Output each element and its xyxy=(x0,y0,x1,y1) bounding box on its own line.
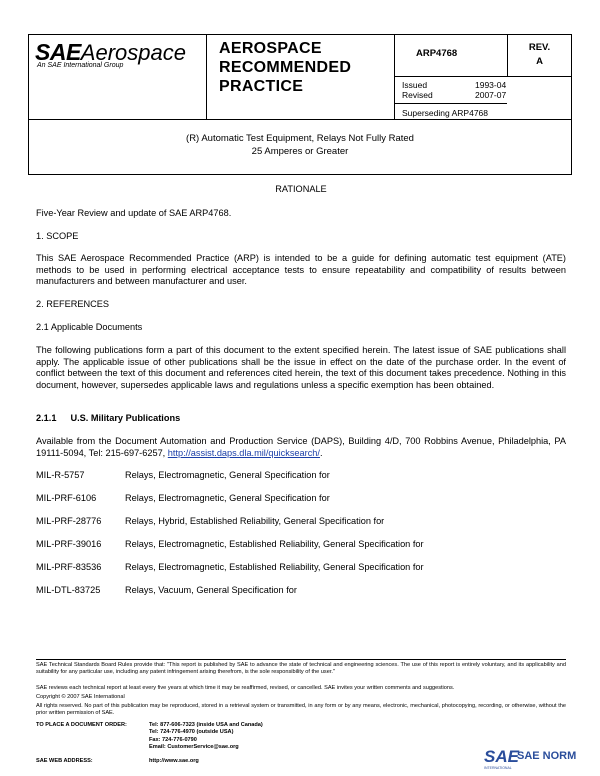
footer-copyright: Copyright © 2007 SAE International xyxy=(36,694,125,700)
order-label: TO PLACE A DOCUMENT ORDER: xyxy=(36,722,127,728)
title-line: 25 Amperes or Greater xyxy=(251,146,349,157)
logo-subtitle: An SAE International Group xyxy=(37,62,124,69)
document-header xyxy=(28,34,572,120)
reference-description: Relays, Electromagnetic, General Specification for xyxy=(125,493,330,503)
superseding: Superseding ARP4768 xyxy=(402,108,489,118)
rev-value: A xyxy=(536,56,543,67)
applicable-documents-heading: 2.1 Applicable Documents xyxy=(36,322,143,332)
reference-description: Relays, Electromagnetic, Established Reliability, General Specification for xyxy=(125,539,424,549)
scope-heading: 1. SCOPE xyxy=(36,231,79,241)
logo-aerospace-text: Aerospace xyxy=(80,40,186,65)
watermark-mark: SAE xyxy=(484,747,519,766)
revision xyxy=(507,41,572,69)
reference-code: MIL-PRF-28776 xyxy=(36,516,102,526)
doc-type xyxy=(219,39,351,96)
rationale-text: Five-Year Review and update of SAE ARP4768. xyxy=(36,208,232,218)
issued-date: 1993-04 xyxy=(475,80,507,90)
footer-review-note: SAE reviews each technical report at least every five years at which time it may be reaffirmed, revised, or cancelled. SAE invites your written comments and suggestions. xyxy=(36,685,455,691)
reference-description: Relays, Electromagnetic, Established Reliability, General Specification for xyxy=(125,562,424,572)
military-publications-text xyxy=(36,436,566,459)
web-address: http://www.sae.org xyxy=(149,758,199,764)
reference-description: Relays, Hybrid, Established Reliability, General Specification for xyxy=(125,516,385,526)
header-divider xyxy=(206,35,207,119)
doc-number: ARP4768 xyxy=(416,48,458,59)
issued-label: Issued xyxy=(402,80,428,90)
military-text-end: . xyxy=(319,447,323,458)
applicable-documents-text: The following publications form a part of this document to the extent specified herein. The latest issue of SAE publications shall apply. The applicable issue of other publications shall be the issue in effect on the date of the purchase order. In the event of conflict between the text of this document and references cited herein, the text of this document takes precedence. Nothing in this document, however, supersedes applicable laws and regulations unless a specific exemption has been obtained. xyxy=(36,345,566,390)
doc-type-line: PRACTICE xyxy=(219,78,304,95)
document-title xyxy=(28,120,572,175)
rev-label: REV. xyxy=(528,42,551,53)
order-phone: Tel: 877-606-7323 (inside USA and Canada) xyxy=(149,722,263,728)
header-divider xyxy=(394,103,507,104)
web-label: SAE WEB ADDRESS: xyxy=(36,758,93,764)
sae-norm-watermark xyxy=(484,747,584,771)
revised-date: 2007-07 xyxy=(475,90,507,100)
footer-disclaimer: SAE Technical Standards Board Rules provide that: "This report is published by SAE to advance the state of technical and engineering sciences. The use of this report is entirely voluntary, and its applicability and suitability for any particular use, including any patent infringement arising therefrom, is the sole responsibility of the user." xyxy=(36,662,566,676)
order-email: Email: CustomerService@sae.org xyxy=(149,744,239,751)
title-line: (R) Automatic Test Equipment, Relays Not Fully Rated xyxy=(186,133,414,144)
doc-type-line: AEROSPACE xyxy=(219,40,322,57)
reference-code: MIL-DTL-83725 xyxy=(36,585,101,595)
reference-code: MIL-PRF-83536 xyxy=(36,562,102,572)
scope-text: This SAE Aerospace Recommended Practice (ARP) is intended to be a guide for defining automatic test equipment (ATE) methods to be used in performing electrical acceptance tests to ensure repeatability and compatibility of results between manufacturers and between manufacturer and user. xyxy=(36,253,566,287)
logo-sae-text: SAE xyxy=(35,39,81,65)
header-divider xyxy=(394,35,395,119)
order-fax: Fax: 724-776-0790 xyxy=(149,736,197,743)
section-title: U.S. Military Publications xyxy=(70,413,181,423)
references-heading: 2. REFERENCES xyxy=(36,299,110,309)
doc-type-line: RECOMMENDED xyxy=(219,59,352,76)
order-phone: Tel: 724-776-4970 (outside USA) xyxy=(149,729,234,736)
header-divider xyxy=(394,76,572,77)
watermark-subtext: INTERNATIONAL xyxy=(484,766,512,770)
rationale-heading: RATIONALE xyxy=(275,184,327,194)
watermark-text: SAE NORM xyxy=(517,750,577,762)
order-contact xyxy=(149,722,369,752)
reference-code: MIL-R-5757 xyxy=(36,470,85,480)
footer-rights: All rights reserved. No part of this publication may be reproduced, stored in a retrieval system or transmitted, in any form or by any means, electronic, mechanical, photocopying, recording, or otherwise, without the prior written permission of SAE. xyxy=(36,703,566,717)
reference-description: Relays, Electromagnetic, General Specification for xyxy=(125,470,330,480)
reference-code: MIL-PRF-6106 xyxy=(36,493,97,503)
reference-description: Relays, Vacuum, General Specification for xyxy=(125,585,297,595)
revised-label: Revised xyxy=(402,90,433,100)
reference-code: MIL-PRF-39016 xyxy=(36,539,102,549)
military-publications-heading xyxy=(36,413,566,425)
section-number: 2.1.1 xyxy=(36,413,57,423)
assist-quicksearch-link[interactable]: http://assist.daps.dla.mil/quicksearch/ xyxy=(167,447,320,458)
footer-divider xyxy=(36,659,566,660)
military-text: Available from the Document Automation and Production Service (DAPS), Building 4/D, 700 Robbins Avenue, Philadelphia, PA 19111-5094, Tel: 215-697-6257, xyxy=(36,436,566,458)
